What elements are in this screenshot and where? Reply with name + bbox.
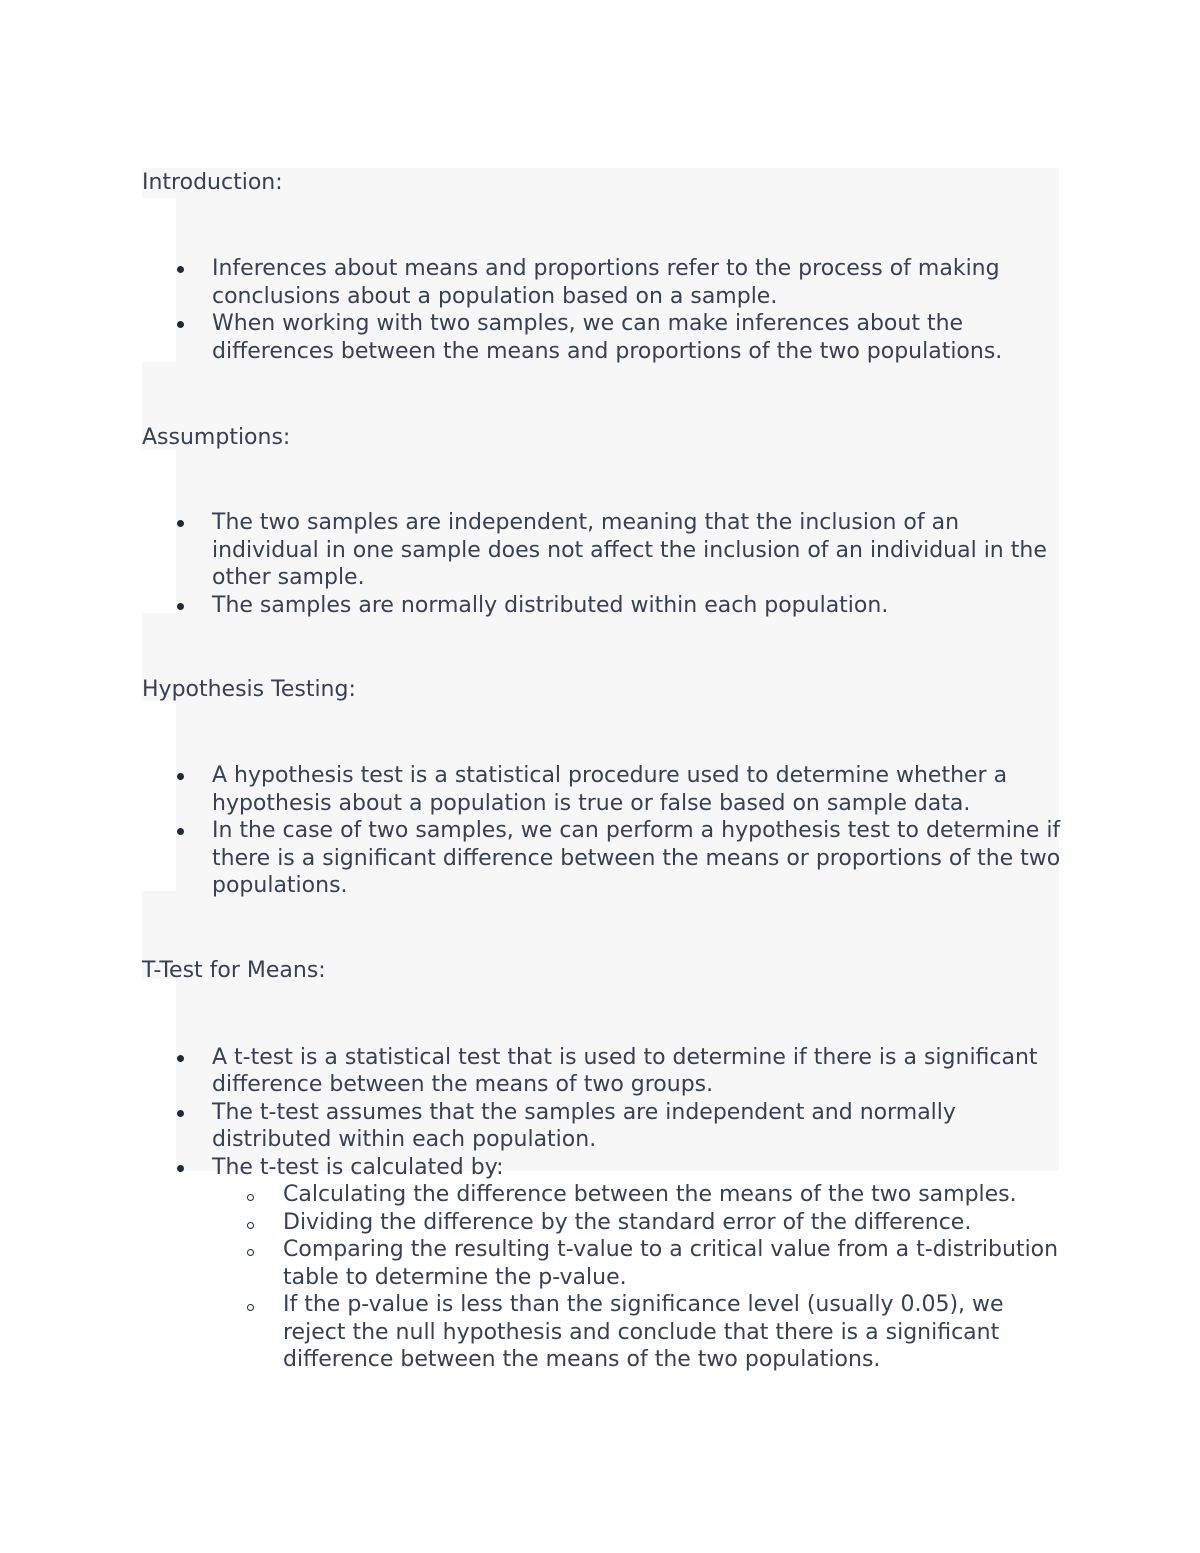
list-item: Inferences about means and proportions refer to the process of making conclusions about a population based on a sample. — [142, 255, 1062, 310]
list-item: A t-test is a statistical test that is used to determine if there is a significant difference between the means of two groups. — [142, 1044, 1062, 1099]
sub-list-item: Comparing the resulting t-value to a critical value from a t-distribution table to determine the p-value. — [212, 1236, 1062, 1291]
bullet-list-hypothesis-testing — [142, 762, 1062, 900]
document-body — [142, 168, 1062, 1374]
bullet-list-introduction — [142, 255, 1062, 365]
bullet-list-assumptions — [142, 509, 1062, 619]
list-item: In the case of two samples, we can perform a hypothesis test to determine if there is a significant difference between the means or proportions of the two populations. — [142, 817, 1062, 900]
sub-list-item: Dividing the difference by the standard error of the difference. — [212, 1209, 1062, 1237]
bullet-list-t-test — [142, 1044, 1062, 1374]
list-item: The samples are normally distributed within each population. — [142, 592, 1062, 620]
sub-bullet-list — [212, 1181, 1062, 1374]
list-item-text: The t-test is calculated by: — [212, 1154, 504, 1180]
list-item: When working with two samples, we can make inferences about the differences between the means and proportions of the two populations. — [142, 310, 1062, 365]
section-heading-introduction: Introduction: — [142, 170, 283, 195]
list-item: The two samples are independent, meaning that the inclusion of an individual in one sample does not affect the inclusion of an individual in the other sample. — [142, 509, 1062, 592]
list-item: The t-test assumes that the samples are independent and normally distributed within each population. — [142, 1099, 1062, 1154]
sub-list-item: If the p-value is less than the significance level (usually 0.05), we reject the null hypothesis and conclude that there is a significant difference between the means of the two populations. — [212, 1291, 1062, 1374]
section-heading-t-test: T-Test for Means: — [142, 957, 326, 983]
sub-list-item: Calculating the difference between the means of the two samples. — [212, 1181, 1062, 1209]
list-item: A hypothesis test is a statistical procedure used to determine whether a hypothesis about a population is true or false based on sample data. — [142, 762, 1062, 817]
section-heading-hypothesis-testing: Hypothesis Testing: — [142, 677, 356, 702]
list-item-with-sublist — [142, 1154, 1062, 1374]
section-heading-assumptions: Assumptions: — [142, 425, 291, 450]
